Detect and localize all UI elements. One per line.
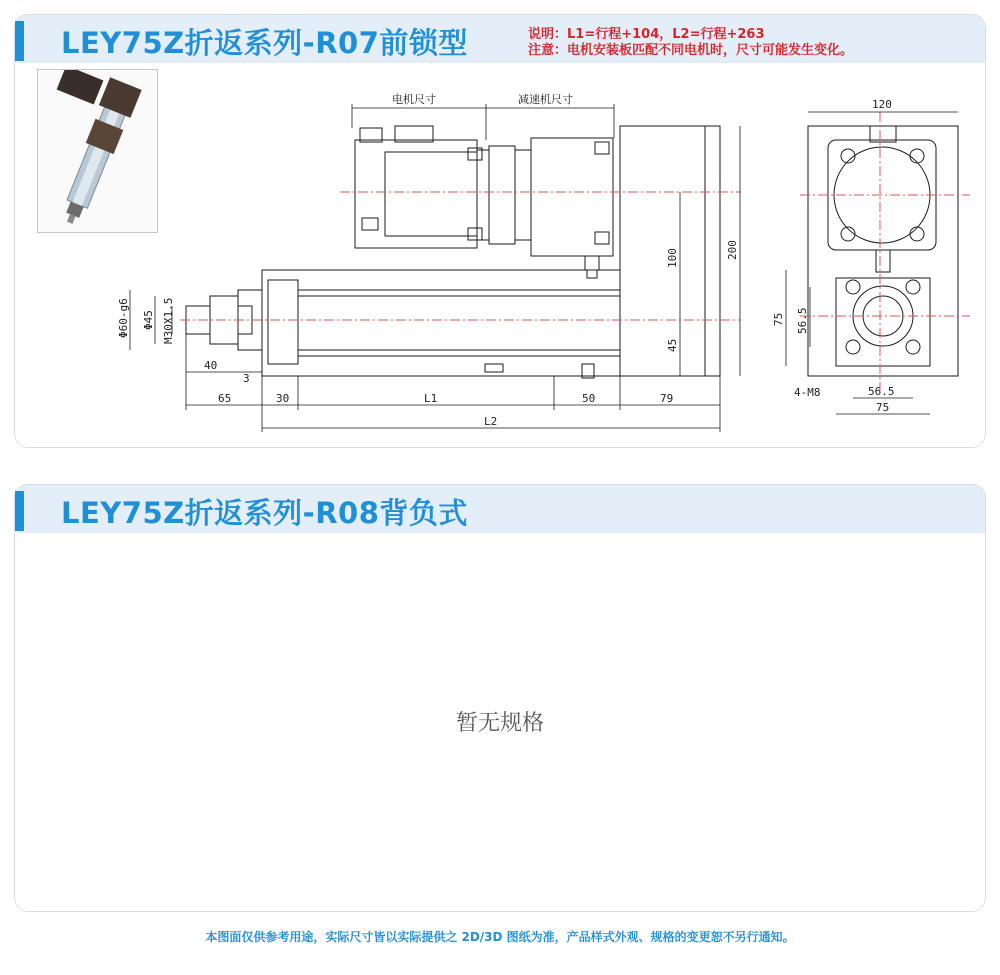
dim-56-horizontal: 56.5	[868, 385, 895, 398]
dim-30: 30	[276, 392, 290, 405]
dim-50: 50	[582, 392, 596, 405]
end-view-drawing	[808, 126, 958, 376]
actuator-body-drawing	[262, 270, 620, 378]
technical-drawing	[0, 0, 1000, 450]
dim-45-vertical: 45	[666, 338, 679, 352]
reducer-drawing	[531, 138, 613, 278]
dim-79: 79	[660, 392, 674, 405]
dim-4-m8: 4-M8	[794, 386, 821, 399]
section-title: LEY75Z折返系列-R07前锁型	[61, 26, 468, 60]
dim-phi60: Φ60-g6	[117, 298, 130, 338]
spec-card-r08	[14, 484, 986, 912]
dim-56-vertical: 56.5	[796, 307, 809, 334]
dimension-lines	[130, 104, 958, 432]
dim-3: 3	[243, 372, 250, 385]
dim-200: 200	[726, 240, 739, 260]
dim-120: 120	[872, 98, 892, 111]
note-warning: 注意：电机安装板匹配不同电机时，尺寸可能发生变化。	[528, 43, 854, 58]
dim-L2: L2	[484, 415, 498, 428]
label-motor-size: 电机尺寸	[392, 93, 436, 106]
dim-75-vertical: 75	[772, 312, 785, 326]
footer-disclaimer: 本图面仅供参考用途，实际尺寸皆以实际提供之 2D/3D 图纸为准，产品样式外观、规格的变更恕不另行通知。	[205, 930, 795, 944]
header-accent-bar	[15, 491, 24, 531]
label-reducer-size: 减速机尺寸	[518, 93, 573, 106]
note-dimensions: 说明：L1=行程+104，L2=行程+263	[528, 27, 765, 42]
dim-65: 65	[218, 392, 232, 405]
dim-40: 40	[204, 359, 218, 372]
empty-spec-message: 暂无规格	[455, 711, 544, 736]
dim-L1: L1	[424, 392, 438, 405]
dim-100: 100	[666, 248, 679, 268]
dim-75-horizontal: 75	[876, 401, 890, 414]
section-title: LEY75Z折返系列-R08背负式	[61, 496, 468, 530]
section-header	[15, 485, 985, 533]
dim-thread: M30X1.5	[162, 297, 175, 344]
motor-drawing	[355, 126, 531, 248]
dim-phi45: Φ45	[142, 310, 155, 330]
